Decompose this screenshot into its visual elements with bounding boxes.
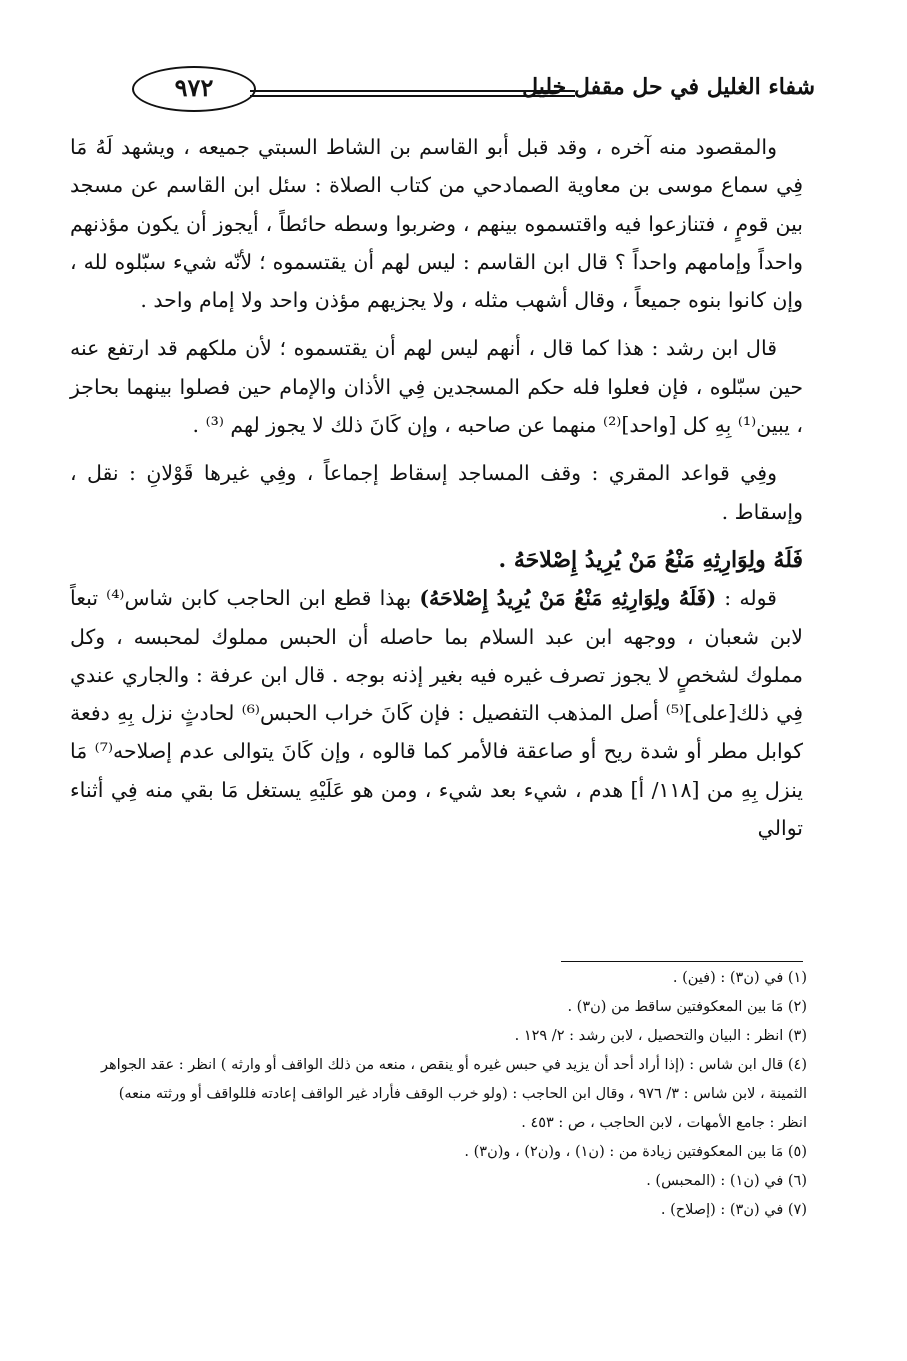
footnote-3: (٣) انظر : البيان والتحصيل ، لابن رشد : ٢/ ١٢٩ . xyxy=(514,1028,807,1044)
footnote-separator xyxy=(561,961,803,962)
paragraph-3: وفِي قواعد المقري : وقف المساجد إسقاط إجماعاً ، وفِي غيرها قَوْلانِ : نقل ، وإسقاط . xyxy=(70,461,803,524)
footnote-7: (٧) في (ن٣) : (إصلاح) . xyxy=(660,1202,807,1218)
paragraph-4 xyxy=(70,579,803,847)
page-header xyxy=(60,74,815,110)
paragraph-4-rest: بهذا قطع ابن الحاجب كابن شاس⁽⁴⁾ تبعاً لابن شعبان ، ووجهه ابن عبد السلام بما حاصله أن الحبس مملوك لمحبسه ، وكل مملوك لشخصٍ لا يجوز تصرف غيره فيه بغير إذنه بوجه . قال ابن عرفة : والجاري عندي فِي ذلك[على]⁽⁵⁾ أصل المذهب التفصيل : فإن كَانَ خراب الحبس⁽⁶⁾ لحادثٍ نزل بِهِ دفعة كوابل مطر أو شدة ريح أو صاعقة فالأمر كما قالوه ، وإن كَانَ يتوالى عدم إصلاحه⁽⁷⁾ مَا ينزل بِهِ من [١١٨/ أ] هدم ، شيء بعد شيء ، ومن هو عَلَيْهِ يستغل مَا بقي منه فِي أثناء توالي xyxy=(70,586,803,841)
page-number: ٩٧٢ xyxy=(132,66,256,112)
book-title: شفاء الغليل في حل مقفل خليل xyxy=(522,74,815,100)
footnote-1: (١) في (ن٣) : (فين) . xyxy=(672,970,807,986)
footnotes xyxy=(90,964,807,1225)
footnote-2: (٢) مَا بين المعكوفتين ساقط من (ن٣) . xyxy=(567,999,807,1015)
paragraph-4-lead: قوله : xyxy=(716,586,777,611)
paragraph-4-matn: (فَلَهُ ولِوَارِثِهِ مَنْعُ مَنْ يُرِيدُ إِصْلاحَهُ) xyxy=(419,586,717,611)
matn-heading: فَلَهُ ولِوَارِثِهِ مَنْعُ مَنْ يُرِيدُ إِصْلاحَهُ . xyxy=(498,546,803,573)
footnote-5: (٥) مَا بين المعكوفتين زيادة من : (ن١) ، و(ن٢) ، و(ن٣) . xyxy=(464,1144,807,1160)
main-text xyxy=(70,128,803,857)
footnote-4: (٤) قال ابن شاس : (إذا أراد أحد أن يزيد في حبس غيره أو ينقص ، منعه من ذلك الواقف أو وارثه ) انظر : عقد الجواهر الثمينة ، لابن شاس : ٣/ ٩٧٦ ، وقال ابن الحاجب : (ولو خرب الوقف فأراد غير الواقف إعادته فللواقف أو ورثته منعه) انظر : جامع الأمهات ، لابن الحاجب ، ص : ٤٥٣ . xyxy=(100,1057,807,1131)
footnote-6: (٦) في (ن١) : (المحبس) . xyxy=(646,1173,807,1189)
header-rule xyxy=(250,90,575,97)
paragraph-2: قال ابن رشد : هذا كما قال ، أنهم ليس لهم أن يقتسموه ؛ لأن ملكهم قد ارتفع عنه حين سبّلوه ، فإن فعلوا فله حكم المسجدين فِي الأذان والإمام حين فصلوا بينهما بحاجز ، يبين⁽¹⁾ بِهِ كل [واحد]⁽²⁾ منهما عن صاحبه ، وإن كَانَ ذلك لا يجوز لهم ⁽³⁾ . xyxy=(70,336,803,438)
paragraph-1: والمقصود منه آخره ، وقد قبل أبو القاسم بن الشاط السبتي جميعه ، ويشهد لَهُ مَا فِي سماع موسى بن معاوية الصمادحي من كتاب الصلاة : سئل ابن القاسم عن مسجد بين قومٍ ، فتنازعوا فيه واقتسموه بينهم ، وضربوا وسطه حائطاً ، أيجوز أن يكون مؤذنهم واحداً وإمامهم واحداً ؟ قال ابن القاسم : ليس لهم أن يقتسموه ؛ لأنّه شيء سبّلوه لله ، وإن كانوا بنوه جميعاً ، وقال أشهب مثله ، ولا يجزيهم مؤذن واحد ولا إمام واحد . xyxy=(70,135,803,313)
